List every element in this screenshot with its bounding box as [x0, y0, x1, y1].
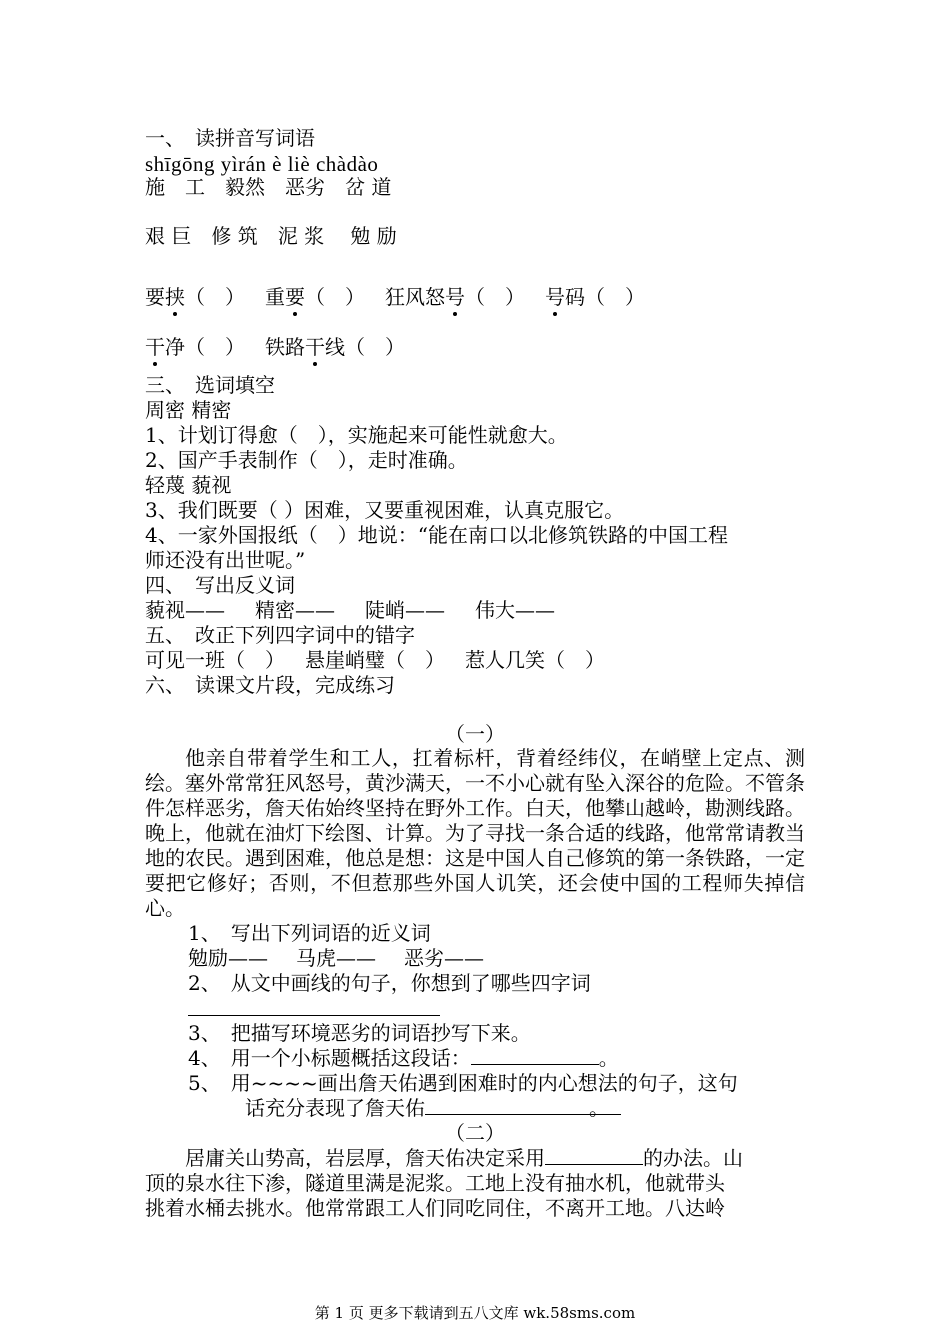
- section-1-words-row1: 施 工 毅然 恶劣 岔 道: [145, 175, 392, 199]
- section-5-title: 五、 改正下列四字词中的错字: [145, 623, 415, 647]
- part-2-text-mid: 的办法。山: [643, 1146, 743, 1170]
- section-3-question-2: 2、国产手表制作（ ），走时准确。: [145, 448, 468, 472]
- part-2-text-start: 居庸关山势高，岩层厚，詹天佑决定采用: [185, 1146, 545, 1170]
- section-3-question-4a: 4、一家外国报纸（ ）地说：“能在南口以北修筑铁路的中国工程: [145, 523, 728, 547]
- section-4-title: 四、 写出反义词: [145, 573, 295, 597]
- part-2-line-2: 顶的泉水往下渗，隧道里满是泥浆。工地上没有抽水机，他就带头: [145, 1171, 725, 1195]
- answer-blank: [471, 1046, 599, 1065]
- synonym-item: 恶劣——: [404, 946, 484, 970]
- polyphone-item: 重要（ ）: [265, 285, 365, 309]
- part-1-question-2: 2、 从文中画线的句子，你想到了哪些四字词: [188, 971, 591, 995]
- section-5-items: [145, 648, 605, 672]
- typo-item: 惹人几笑（ ）: [465, 648, 605, 672]
- part-2-heading: （二）: [445, 1121, 505, 1145]
- part-1-question-5-end: 。: [589, 1096, 609, 1120]
- section-1-words-row1-cropped: [145, 175, 392, 199]
- section-3-word-pair-1: 周密 精密: [145, 398, 232, 422]
- part-2-line-3: 挑着水桶去挑水。他常常跟工人们同吃同住，不离开工地。八达岭: [145, 1196, 725, 1220]
- section-3-question-4b: 师还没有出世呢。”: [145, 548, 306, 572]
- part-1-question-5b-text: 话充分表现了詹天佑: [245, 1096, 425, 1120]
- antonym-item: 伟大——: [475, 598, 555, 622]
- part-1-question-1-items: [188, 946, 484, 970]
- section-2-row-2: [145, 335, 405, 359]
- section-6-title: 六、 读课文片段，完成练习: [145, 673, 395, 697]
- part-1-question-5b: [245, 1096, 621, 1120]
- part-1-question-2-answer-line: [188, 1015, 440, 1016]
- synonym-item: 勉励——: [188, 946, 268, 970]
- part-1-question-5a: 5、 用~~~~画出詹天佑遇到困难时的内心想法的句子，这句: [188, 1071, 738, 1095]
- section-1-words-row2-cropped: [145, 224, 397, 248]
- section-3-question-3: 3、我们既要（ ）困难，又要重视困难，认真克服它。: [145, 498, 625, 522]
- part-1-paragraph: 他亲自带着学生和工人，扛着标杆，背着经纬仪，在峭壁上定点、测绘。塞外常常狂风怒号，黄沙满天，一不小心就有坠入深谷的危险。不管条件怎样恶劣，詹天佑始终坚持在野外工作。白天，他攀山越岭，勘测线路。晚上，他就在油灯下绘图、计算。为了寻找一条合适的线路，他常常请教当地的农民。遇到困难，他总是想：这是中国人自己修筑的第一条铁路，一定要把它修好；否则，不但惹那些外国人讥笑，还会使中国的工程师失掉信心。: [145, 746, 805, 920]
- section-2-row-1: [145, 285, 645, 309]
- answer-blank: [425, 1096, 621, 1120]
- antonym-item: 精密——: [255, 598, 335, 622]
- part-1-question-4-end: 。: [598, 1046, 619, 1070]
- section-1-pinyin: shīgōng yìrán è liè chàdào: [145, 152, 379, 176]
- section-3-title: 三、 选词填空: [145, 373, 275, 397]
- part-1-question-4-text: 4、 用一个小标题概括这段话：: [188, 1046, 471, 1070]
- polyphone-item: 狂风怒号（ ）: [385, 285, 525, 309]
- antonym-item: 藐视——: [145, 598, 225, 622]
- part-1-question-3: 3、 把描写环境恶劣的词语抄写下来。: [188, 1021, 531, 1045]
- polyphone-item: 干净（ ）: [145, 335, 245, 359]
- antonym-item: 陡峭——: [365, 598, 445, 622]
- part-1-question-1: 1、 写出下列词语的近义词: [188, 921, 431, 945]
- answer-blank: [545, 1146, 643, 1165]
- polyphone-item: 号码（ ）: [545, 285, 645, 309]
- part-2-line-1: [185, 1146, 743, 1170]
- polyphone-item: 铁路干线（ ）: [265, 335, 405, 359]
- section-3-word-pair-2: 轻蔑 藐视: [145, 473, 232, 497]
- section-3-question-1: 1、计划订得愈（ ），实施起来可能性就愈大。: [145, 423, 568, 447]
- part-1-heading: （一）: [445, 722, 505, 746]
- typo-item: 可见一班（ ）: [145, 648, 285, 672]
- section-4-items: [145, 598, 555, 622]
- synonym-item: 马虎——: [296, 946, 376, 970]
- section-1-words-row2: 艰 巨 修 筑 泥 浆 勉 励: [145, 224, 397, 248]
- section-1-title: 一、 读拼音写词语: [145, 126, 315, 150]
- typo-item: 悬崖峭璧（ ）: [305, 648, 445, 672]
- polyphone-item: 要挟（ ）: [145, 285, 245, 309]
- part-1-question-4: [188, 1046, 619, 1070]
- page-footer: 第 1 页 更多下载请到五八文库 wk.58sms.com: [314, 1304, 636, 1322]
